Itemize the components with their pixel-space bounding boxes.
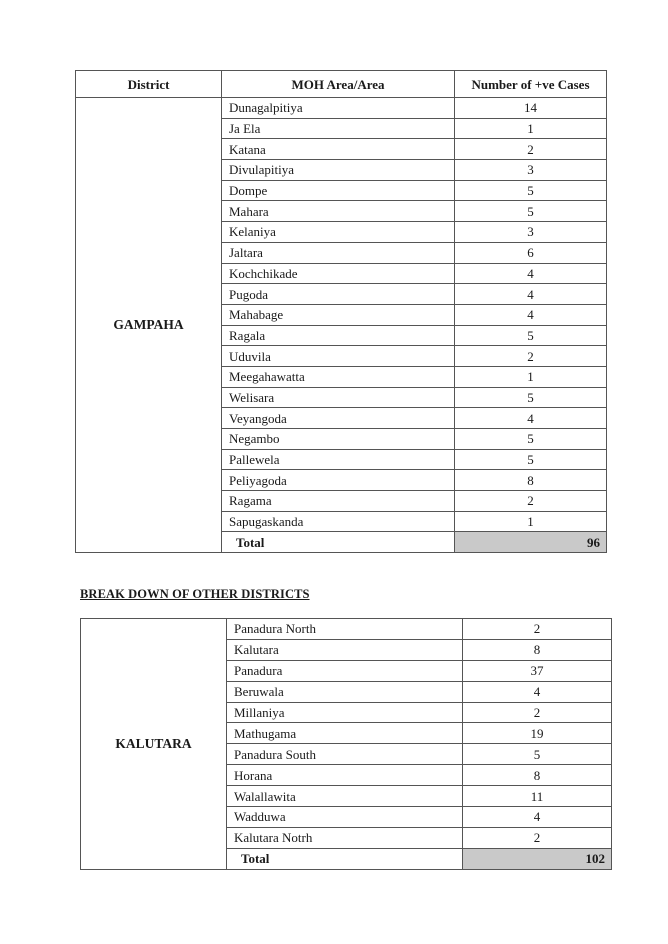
total-label: Total — [222, 532, 455, 553]
cases-cell: 5 — [455, 325, 607, 346]
table-row — [81, 619, 612, 640]
cases-cell: 2 — [455, 346, 607, 367]
area-cell: Kochchikade — [222, 263, 455, 284]
cases-cell: 4 — [455, 284, 607, 305]
cases-cell: 4 — [455, 304, 607, 325]
area-cell: Millaniya — [227, 702, 463, 723]
gampaha-table — [75, 70, 607, 553]
area-cell: Wadduwa — [227, 807, 463, 828]
district-name: GAMPAHA — [76, 98, 222, 553]
cases-cell: 11 — [463, 786, 612, 807]
area-cell: Ragala — [222, 325, 455, 346]
area-cell: Veyangoda — [222, 408, 455, 429]
area-cell: Ja Ela — [222, 118, 455, 139]
cases-cell: 3 — [455, 222, 607, 243]
area-cell: Welisara — [222, 387, 455, 408]
table-header-row — [76, 71, 607, 98]
cases-cell: 3 — [455, 160, 607, 181]
cases-cell: 4 — [455, 408, 607, 429]
cases-cell: 5 — [455, 387, 607, 408]
total-value: 102 — [463, 848, 612, 869]
area-cell: Walallawita — [227, 786, 463, 807]
cases-cell: 2 — [463, 702, 612, 723]
cases-cell: 6 — [455, 242, 607, 263]
area-cell: Mahabage — [222, 304, 455, 325]
kalutara-table — [80, 618, 612, 870]
area-cell: Pugoda — [222, 284, 455, 305]
district-header: District — [76, 71, 222, 98]
area-cell: Kalutara Notrh — [227, 827, 463, 848]
cases-header: Number of +ve Cases — [455, 71, 607, 98]
cases-cell: 5 — [455, 201, 607, 222]
cases-cell: 2 — [463, 827, 612, 848]
area-cell: Horana — [227, 765, 463, 786]
cases-cell: 5 — [455, 180, 607, 201]
cases-cell: 5 — [455, 429, 607, 450]
area-cell: Katana — [222, 139, 455, 160]
area-cell: Pallewela — [222, 449, 455, 470]
area-cell: Beruwala — [227, 681, 463, 702]
area-cell: Kalutara — [227, 639, 463, 660]
district-name: KALUTARA — [81, 619, 227, 870]
cases-cell: 1 — [455, 118, 607, 139]
cases-cell: 2 — [455, 491, 607, 512]
area-cell: Divulapitiya — [222, 160, 455, 181]
cases-cell: 4 — [463, 681, 612, 702]
area-cell: Dunagalpitiya — [222, 98, 455, 119]
cases-cell: 2 — [463, 619, 612, 640]
cases-cell: 5 — [455, 449, 607, 470]
table-row — [76, 98, 607, 119]
area-cell: Sapugaskanda — [222, 511, 455, 532]
total-label: Total — [227, 848, 463, 869]
area-cell: Peliyagoda — [222, 470, 455, 491]
cases-cell: 8 — [463, 765, 612, 786]
area-cell: Dompe — [222, 180, 455, 201]
area-cell: Mathugama — [227, 723, 463, 744]
cases-cell: 1 — [455, 511, 607, 532]
area-cell: Negambo — [222, 429, 455, 450]
cases-cell: 37 — [463, 660, 612, 681]
area-header: MOH Area/Area — [222, 71, 455, 98]
cases-cell: 8 — [455, 470, 607, 491]
total-value: 96 — [455, 532, 607, 553]
cases-cell: 5 — [463, 744, 612, 765]
area-cell: Ragama — [222, 491, 455, 512]
area-cell: Panadura North — [227, 619, 463, 640]
area-cell: Panadura South — [227, 744, 463, 765]
area-cell: Uduvila — [222, 346, 455, 367]
cases-cell: 4 — [463, 807, 612, 828]
area-cell: Mahara — [222, 201, 455, 222]
area-cell: Meegahawatta — [222, 366, 455, 387]
area-cell: Panadura — [227, 660, 463, 681]
area-cell: Jaltara — [222, 242, 455, 263]
cases-cell: 4 — [455, 263, 607, 284]
cases-cell: 14 — [455, 98, 607, 119]
cases-cell: 19 — [463, 723, 612, 744]
area-cell: Kelaniya — [222, 222, 455, 243]
section-heading: BREAK DOWN OF OTHER DISTRICTS — [80, 587, 310, 601]
cases-cell: 2 — [455, 139, 607, 160]
cases-cell: 8 — [463, 639, 612, 660]
cases-cell: 1 — [455, 366, 607, 387]
